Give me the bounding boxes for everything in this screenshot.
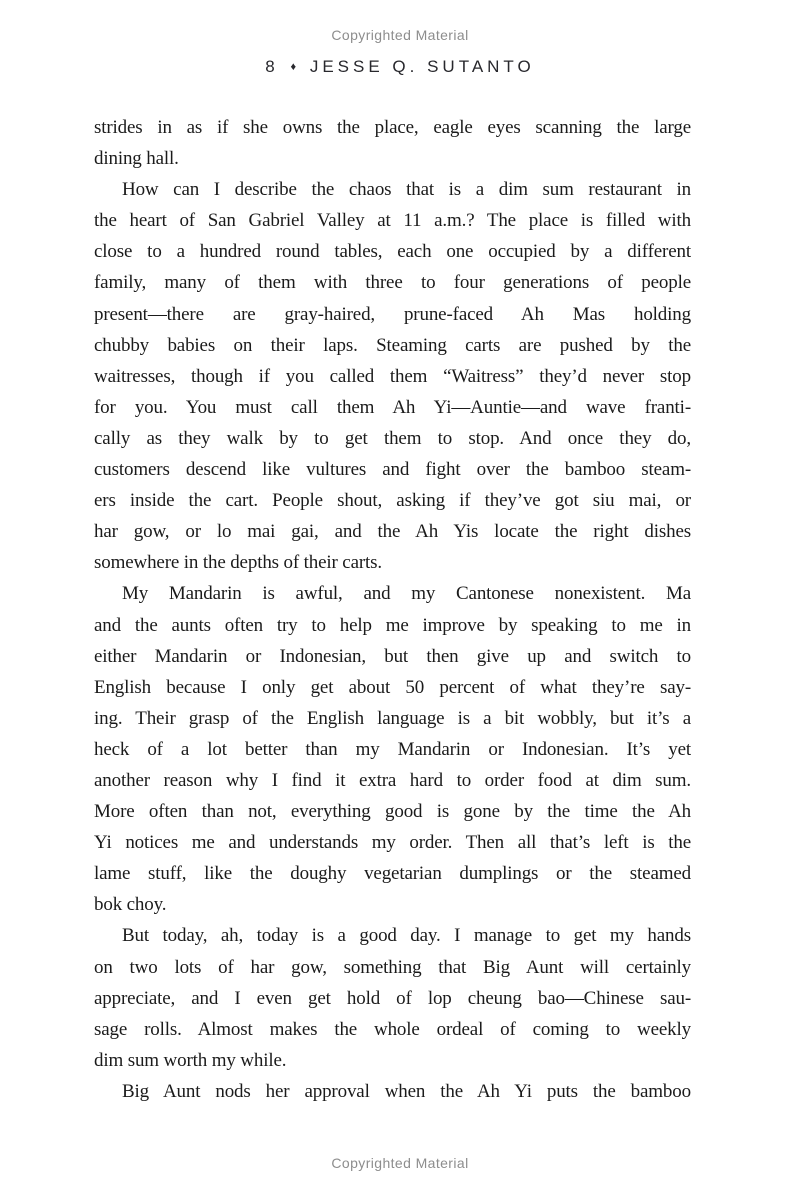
- text-line: and the aunts often try to help me improve by speaking to me in: [94, 614, 691, 636]
- text-line: ing. Their grasp of the English language is a bit wobbly, but it’s a: [94, 707, 691, 729]
- text-line: dining hall.: [94, 148, 179, 170]
- text-line: customers descend like vultures and fight over the bamboo steam-: [94, 459, 691, 481]
- text-line: Big Aunt nods her approval when the Ah Yi puts the bamboo: [122, 1080, 691, 1102]
- text-line: har gow, or lo mai gai, and the Ah Yis locate the right dishes: [94, 521, 691, 543]
- text-line: chubby babies on their laps. Steaming carts are pushed by the: [94, 334, 691, 356]
- page-number: 8: [265, 57, 279, 76]
- copyright-notice-bottom: Copyrighted Material: [331, 1155, 469, 1171]
- text-line: But today, ah, today is a good day. I manage to get my hands: [122, 925, 691, 947]
- author-name: JESSE Q. SUTANTO: [309, 57, 535, 76]
- text-line: strides in as if she owns the place, eagle eyes scanning the large: [94, 117, 691, 138]
- copyright-notice-top: Copyrighted Material: [331, 27, 469, 43]
- text-line: waitresses, though if you called them “Waitress” they’d never stop: [94, 365, 691, 387]
- text-line: More often than not, everything good is gone by the time the Ah: [94, 801, 691, 823]
- body-text: [94, 112, 691, 1107]
- text-line: cally as they walk by to get them to stop. And once they do,: [94, 427, 691, 449]
- text-line: family, many of them with three to four generations of people: [94, 272, 691, 294]
- text-line: for you. You must call them Ah Yi—Auntie—and wave franti-: [94, 396, 691, 418]
- text-line: on two lots of har gow, something that Big Aunt will certainly: [94, 956, 691, 978]
- text-line: How can I describe the chaos that is a dim sum restaurant in: [122, 179, 691, 201]
- text-line: heck of a lot better than my Mandarin or Indonesian. It’s yet: [94, 738, 691, 760]
- running-head: [0, 57, 800, 77]
- text-line: present—there are gray-haired, prune-faced Ah Mas holding: [94, 303, 691, 325]
- text-line: ers inside the cart. People shout, asking if they’ve got siu mai, or: [94, 490, 691, 512]
- text-line: lame stuff, like the doughy vegetarian dumplings or the steamed: [94, 863, 691, 885]
- text-line: sage rolls. Almost makes the whole ordeal of coming to weekly: [94, 1018, 691, 1040]
- text-line: bok choy.: [94, 894, 167, 916]
- diamond-icon: ♦: [290, 61, 297, 73]
- text-line: somewhere in the depths of their carts.: [94, 552, 383, 574]
- text-line: Yi notices me and understands my order. Then all that’s left is the: [94, 832, 691, 854]
- text-line: appreciate, and I even get hold of lop cheung bao—Chinese sau-: [94, 987, 691, 1009]
- text-line: My Mandarin is awful, and my Cantonese nonexistent. Ma: [122, 583, 691, 605]
- text-line: the heart of San Gabriel Valley at 11 a.m.? The place is filled with: [94, 210, 691, 232]
- text-line: either Mandarin or Indonesian, but then give up and switch to: [94, 645, 691, 667]
- text-line: another reason why I find it extra hard to order food at dim sum.: [94, 769, 691, 791]
- text-line: close to a hundred round tables, each one occupied by a different: [94, 241, 691, 263]
- text-line: dim sum worth my while.: [94, 1049, 287, 1071]
- text-line: English because I only get about 50 percent of what they’re say-: [94, 676, 691, 698]
